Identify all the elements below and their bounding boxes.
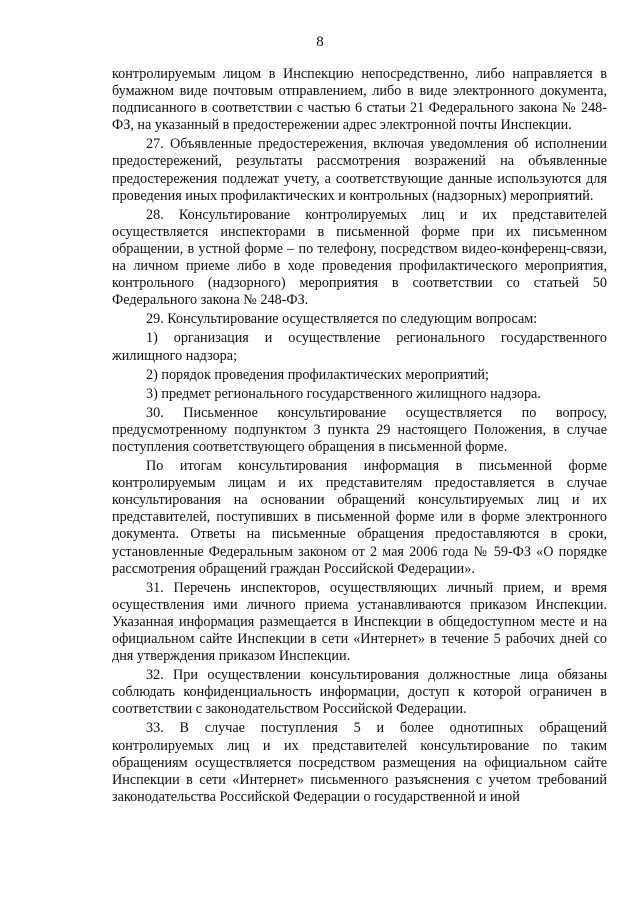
paragraph-33: 33. В случае поступления 5 и более однотипных обращений контролируемых лиц и их представителей консультирование по таким обращениям осуществляется посредством размещения на официальном сайте Инспекции в сети «Интернет» письменного разъяснения с учетом требований законодательства Российской Федерации о государственной и иной	[112, 720, 607, 805]
paragraph-29-item-2: 2) порядок проведения профилактических мероприятий;	[146, 366, 489, 383]
paragraph-30: 30. Письменное консультирование осуществляется по вопросу, предусмотренному подпунктом 3 пункта 29 настоящего Положения, в случае поступления соответствующего обращения в письменной форме.	[112, 404, 607, 455]
paragraph-29-item-1: 1) организация и осуществление регионального государственного жилищного надзора;	[112, 330, 607, 364]
paragraph-29-item-3: 3) предмет регионального государственного жилищного надзора.	[146, 385, 541, 402]
paragraph-29: 29. Консультирование осуществляется по следующим вопросам:	[146, 311, 538, 328]
page-number: 8	[316, 34, 324, 50]
paragraph-continuation: контролируемым лицом в Инспекцию непосредственно, либо направляется в бумажном виде почтовым отправлением, либо в виде электронного документа, подписанного в соответствии с частью 6 статьи 21 Федерального закона № 248-ФЗ, на указанный в предостережении адрес электронной почты Инспекции.	[112, 66, 607, 134]
paragraph-32: 32. При осуществлении консультирования должностные лица обязаны соблюдать конфиденциальность информации, доступ к которой ограничен в соответствии с законодательством Российской Федерации.	[112, 667, 607, 718]
paragraph-27: 27. Объявленные предостережения, включая уведомления об исполнении предостережений, результаты рассмотрения возражений на объявленные предостережения подлежат учету, а соответствующие данные используются для проведения иных профилактических и контрольных (надзорных) мероприятий.	[112, 136, 607, 204]
document-body	[112, 66, 607, 808]
paragraph-30-results: По итогам консультирования информация в письменной форме контролируемым лицам и их представителям предоставляется в случае консультирования на основании обращений консультируемых лиц и их представителей, поступивших в письменной форме или в форме электронного документа. Ответы на письменные обращения предоставляются в сроки, установленные Федеральным законом от 2 мая 2006 года № 59-ФЗ «О порядке рассмотрения обращений граждан Российской Федерации».	[112, 458, 607, 577]
paragraph-28: 28. Консультирование контролируемых лиц и их представителей осуществляется инспекторами в письменной форме при их письменном обращении, в устной форме – по телефону, посредством видео-конференц-связи, на личном приеме либо в ходе проведения профилактического мероприятия, контрольного (надзорного) мероприятия в соответствии со статьей 50 Федерального закона № 248-ФЗ.	[112, 206, 607, 309]
paragraph-31: 31. Перечень инспекторов, осуществляющих личный прием, и время осуществления ими личного приема устанавливаются приказом Инспекции. Указанная информация размещается в Инспекции в общедоступном месте и на официальном сайте Инспекции в сети «Интернет» в течение 5 рабочих дней со дня утверждения приказом Инспекции.	[112, 579, 607, 665]
